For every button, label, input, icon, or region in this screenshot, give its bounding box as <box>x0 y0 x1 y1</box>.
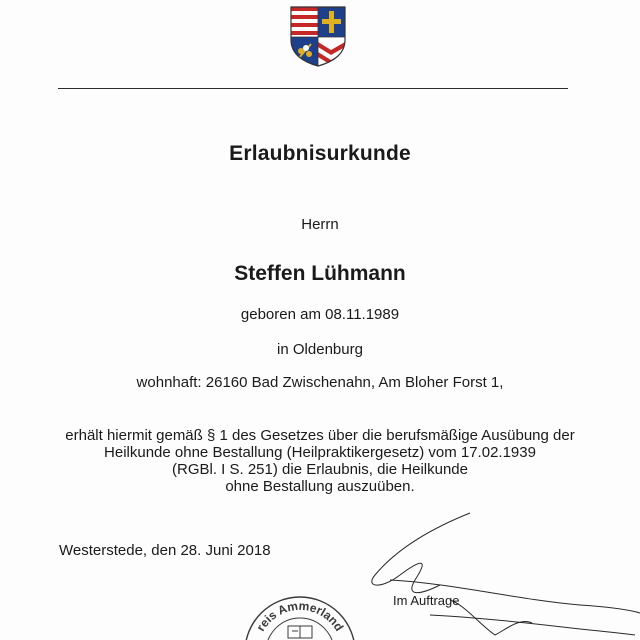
permission-text <box>40 427 600 495</box>
document-title: Erlaubnisurkunde <box>229 142 411 165</box>
date-line: Westerstede, den 28. Juni 2018 <box>59 542 271 559</box>
salutation: Herrn <box>301 216 339 233</box>
coat-of-arms-icon <box>287 4 349 68</box>
official-seal-icon <box>240 590 360 640</box>
seal-text: reis Ammerland <box>253 598 347 634</box>
permission-text-line: ohne Bestallung auszuüben. <box>225 478 415 495</box>
im-auftrage-label: Im Auftrage <box>393 593 460 608</box>
header-divider <box>58 88 568 89</box>
birth-place-line: in Oldenburg <box>277 341 363 358</box>
permission-text-line: Heilkunde ohne Bestallung (Heilpraktikergesetz) vom 17.02.1939 <box>104 444 536 461</box>
address-line: wohnhaft: 26160 Bad Zwischenahn, Am Bloher Forst 1, <box>136 374 504 391</box>
holder-name: Steffen Lühmann <box>234 262 406 285</box>
permission-text-line: erhält hiermit gemäß § 1 des Gesetzes über die berufsmäßige Ausübung der <box>65 427 575 444</box>
birth-date-line: geboren am 08.11.1989 <box>240 306 400 323</box>
permission-text-line: (RGBl. I S. 251) die Erlaubnis, die Heilkunde <box>172 461 468 478</box>
